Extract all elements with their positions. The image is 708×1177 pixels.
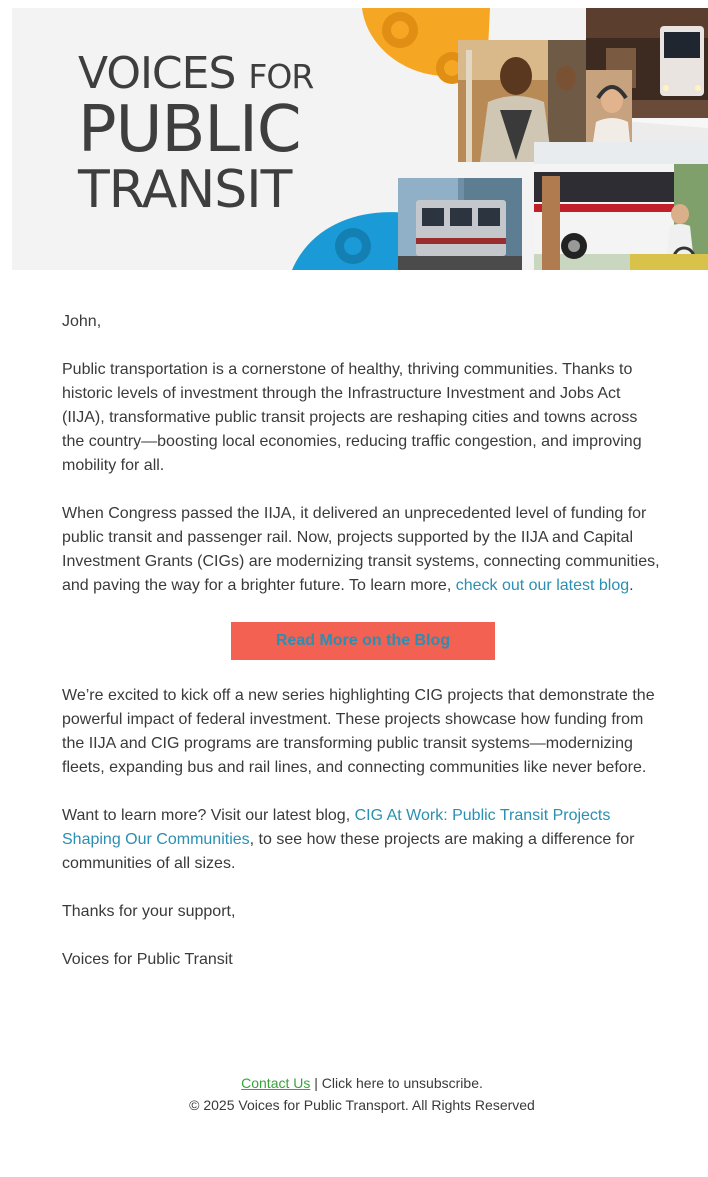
read-more-button[interactable]: Read More on the Blog bbox=[231, 622, 495, 660]
logo-line2: PUBLIC bbox=[78, 93, 301, 167]
header-banner bbox=[12, 8, 708, 270]
logo-line3: TRANSIT bbox=[78, 160, 292, 220]
paragraph-funding-text: When Congress passed the IIJA, it delivered an unprecedented level of funding for public transit and passenger rail. Now, projects supported by the IIJA and Capital Investment Grants (CIGs) are modernizing transit systems, connecting communities, and paving the way for a brighter future. To learn more, bbox=[62, 505, 660, 594]
logo-line1: VOICES bbox=[78, 48, 249, 99]
latest-blog-link[interactable]: check out our latest blog bbox=[455, 577, 630, 594]
photo-accessible-bus bbox=[534, 142, 708, 270]
signature: Voices for Public Transit bbox=[62, 951, 233, 968]
paragraph-learn-more-text: Want to learn more? Visit our latest blog, bbox=[62, 807, 355, 824]
logo bbox=[78, 48, 314, 220]
footer bbox=[0, 1072, 708, 1116]
copyright: © 2025 Voices for Public Transport. All Rights Reserved bbox=[189, 1097, 535, 1113]
paragraph-intro: Public transportation is a cornerstone of healthy, thriving communities. Thanks to historic levels of investment through the Infrastructure Investment and Jobs Act (IIJA), transformative public transit projects are reshaping cities and towns across the country—boosting local economies, reducing traffic congestion, and improving mobility for all. bbox=[62, 361, 642, 474]
paragraph-learn-more bbox=[62, 804, 664, 876]
paragraph-funding-end: . bbox=[629, 577, 634, 594]
logo-for: FOR bbox=[248, 57, 314, 96]
paragraph-series: We’re excited to kick off a new series highlighting CIG projects that demonstrate the powerful impact of federal investment. These projects showcase how funding from the IIJA and CIG programs are transforming public transit systems—modernizing fleets, expanding bus and rail lines, and connecting communities like never before. bbox=[62, 687, 655, 776]
footer-links bbox=[0, 1072, 708, 1094]
cta-wrapper bbox=[62, 622, 664, 660]
contact-us-link[interactable]: Contact Us bbox=[241, 1075, 311, 1091]
closing: Thanks for your support, bbox=[62, 903, 236, 920]
photo-elevated-train bbox=[398, 178, 522, 270]
email-body bbox=[62, 310, 664, 996]
unsubscribe-link[interactable]: | Click here to unsubscribe. bbox=[310, 1075, 483, 1091]
cig-at-work-link[interactable]: CIG At Work: Public Transit Projects Shaping Our Communities bbox=[62, 807, 611, 848]
paragraph-funding bbox=[62, 502, 664, 598]
greeting: John, bbox=[62, 313, 102, 330]
paragraph-learn-more-end: , to see how these projects are making a difference for communities of all sizes. bbox=[62, 831, 635, 872]
